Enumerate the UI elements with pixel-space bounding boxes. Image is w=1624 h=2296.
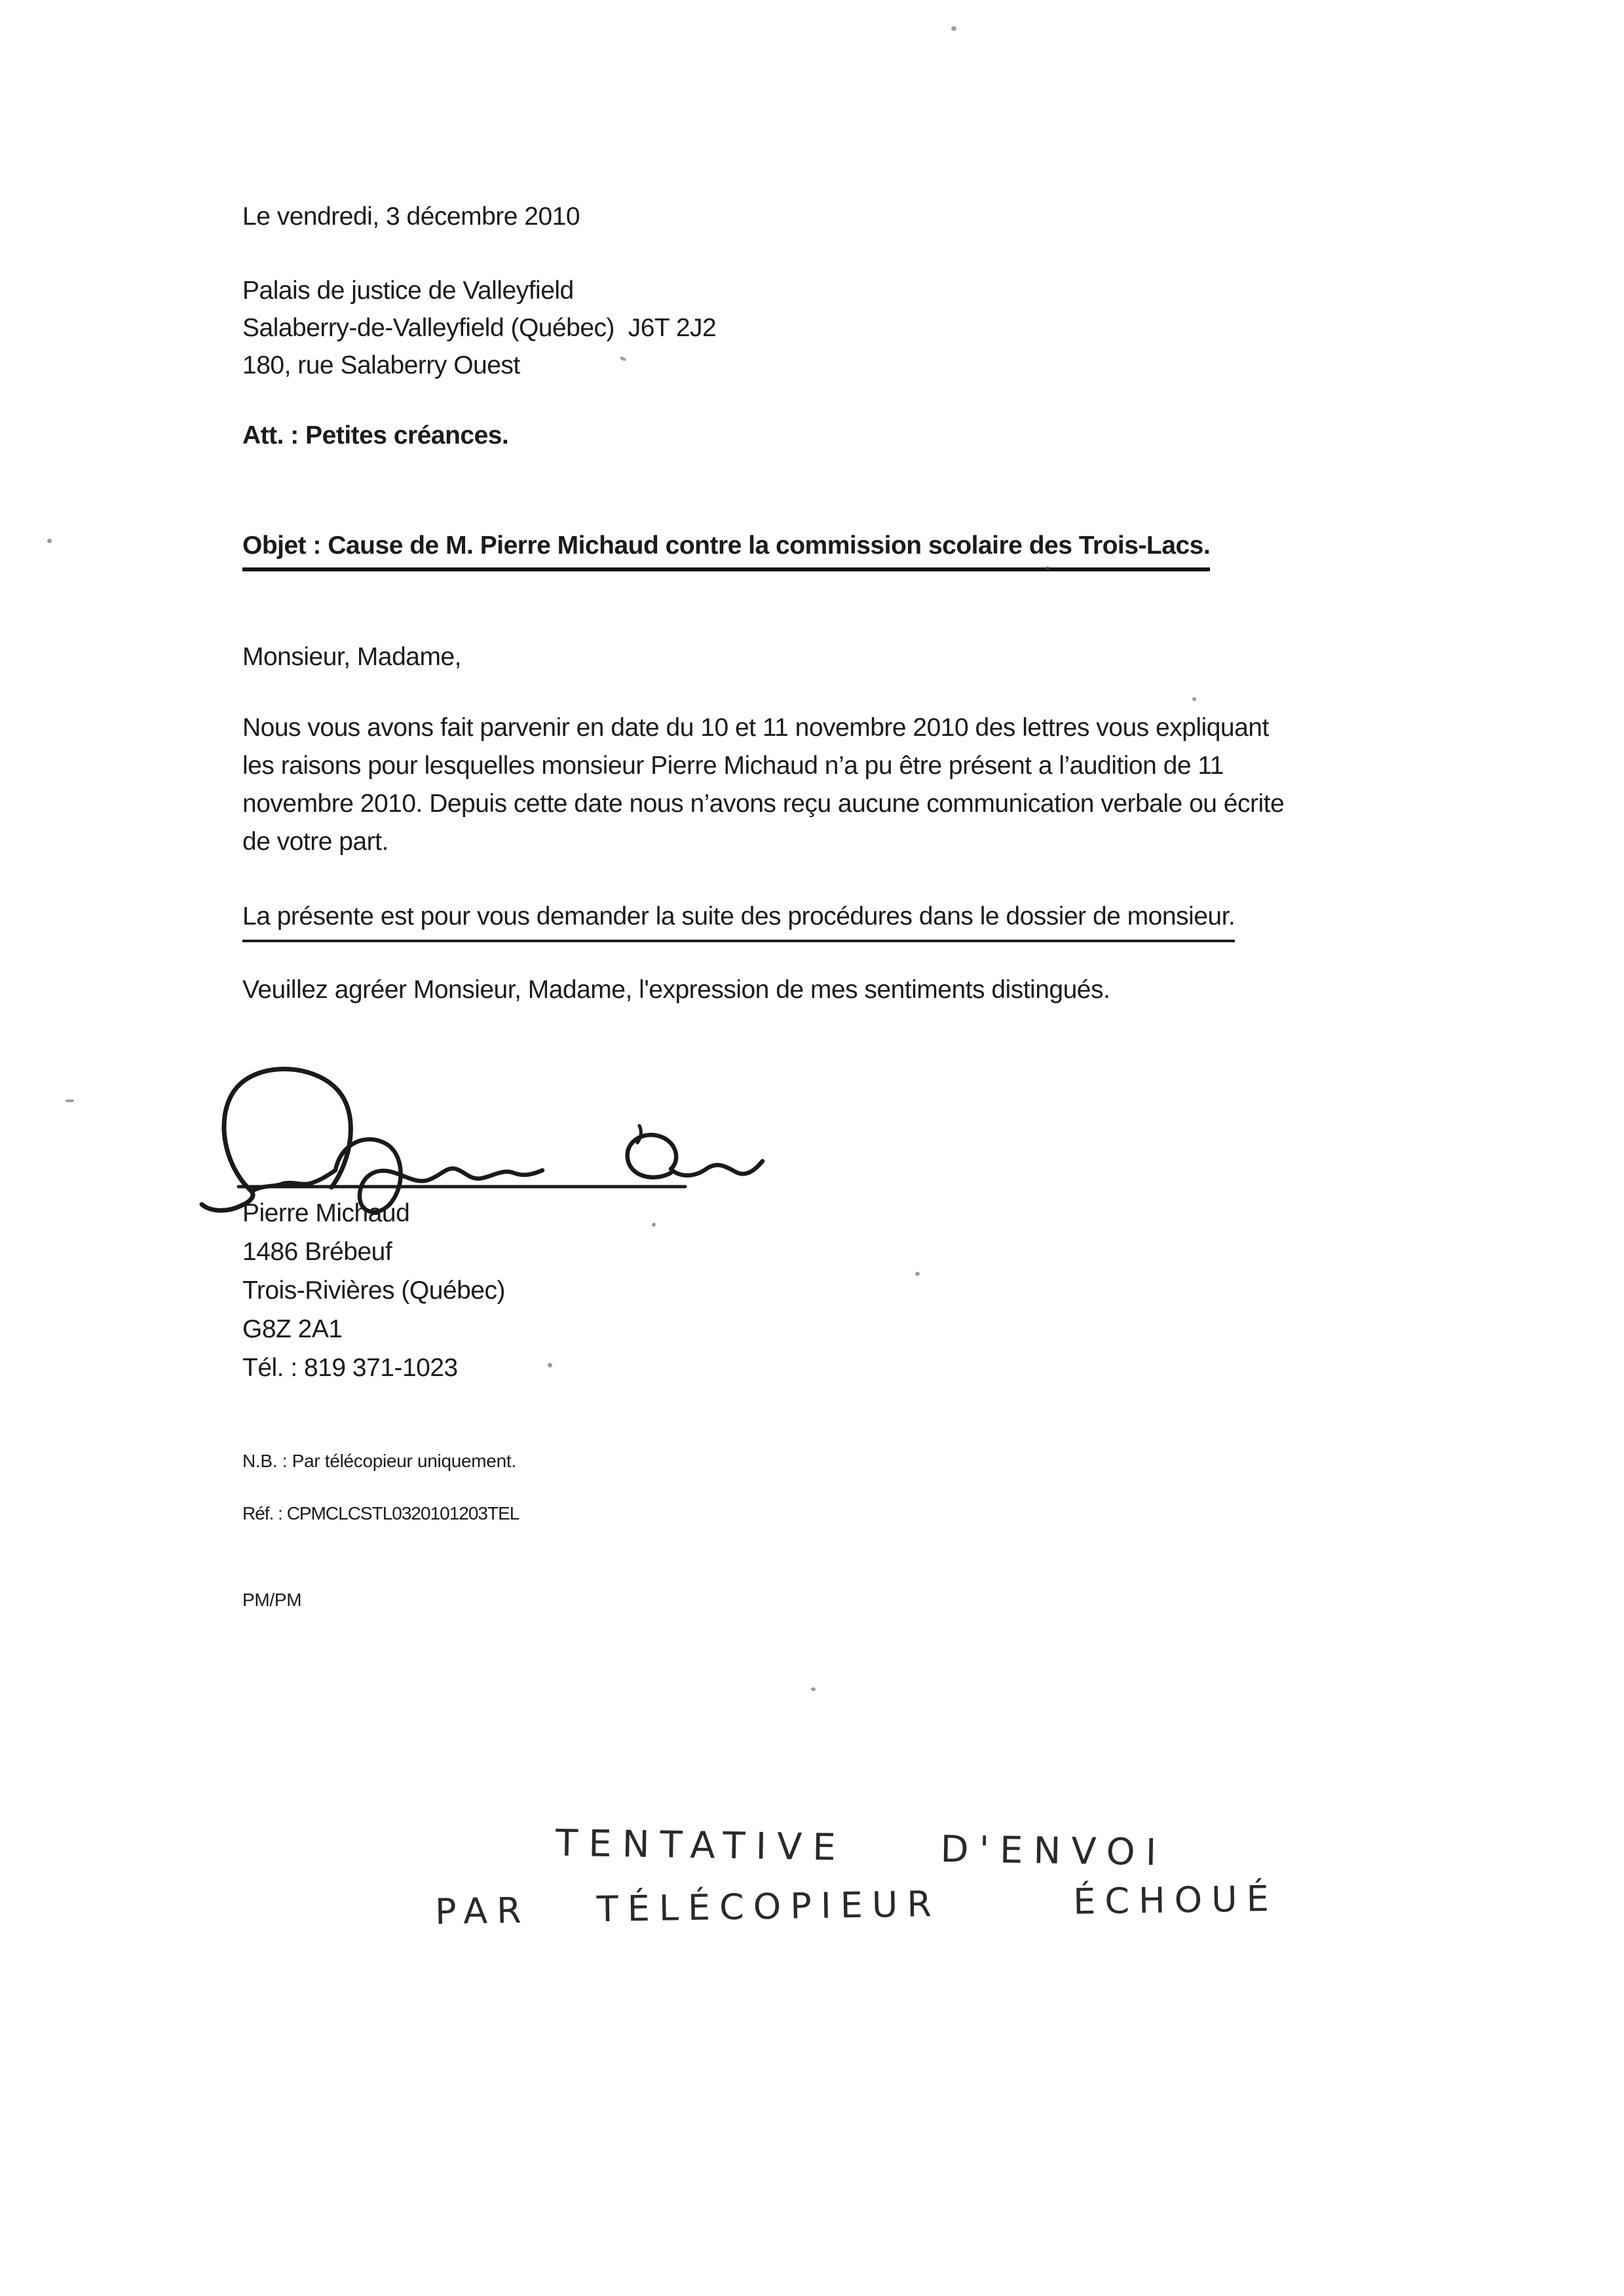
- sender-block: [242, 1194, 505, 1387]
- recipient-address-line: Salaberry-de-Valleyfield (Québec) J6T 2J2: [242, 314, 717, 342]
- scan-speck: [1192, 697, 1196, 701]
- letter-date: Le vendredi, 3 décembre 2010: [242, 202, 580, 231]
- subject-line: Objet : Cause de M. Pierre Michaud contre la commission scolaire des Trois-Lacs.: [242, 527, 1210, 571]
- salutation: Monsieur, Madame,: [242, 643, 461, 671]
- scan-speck: [811, 1687, 816, 1691]
- scan-speck: [548, 1363, 552, 1368]
- attention-line: Att. : Petites créances.: [242, 421, 509, 450]
- body-line: les raisons pour lesquelles monsieur Pierre Michaud n’a pu être présent a l’audition de 11: [242, 752, 1224, 780]
- request-line: La présente est pour vous demander la suite des procédures dans le dossier de monsieur.: [242, 898, 1235, 942]
- scan-speck: [1046, 566, 1049, 570]
- sender-phone: Tél. : 819 371-1023: [242, 1354, 458, 1382]
- scan-speck: [47, 539, 52, 543]
- sender-address-line: 1486 Brébeuf: [242, 1238, 392, 1266]
- nb-note: N.B. : Par télécopieur uniquement.: [242, 1451, 516, 1471]
- body-line: Nous vous avons fait parvenir en date du 10 et 11 novembre 2010 des lettres vous expliquant: [242, 714, 1269, 742]
- recipient-address: [242, 272, 716, 384]
- request-line-wrap: [242, 898, 1235, 942]
- sender-address-line: Trois-Rivières (Québec): [242, 1276, 505, 1305]
- subject-line-wrap: [242, 527, 1210, 571]
- scan-speck: [652, 1223, 656, 1227]
- sender-name: Pierre Michaud: [242, 1199, 410, 1227]
- ref-note: Réf. : CPMCLCSTL0320101203TEL: [242, 1503, 519, 1523]
- scan-speck: [951, 26, 956, 31]
- scan-speck: [915, 1272, 920, 1276]
- body-paragraph: [242, 709, 1284, 861]
- body-line: novembre 2010. Depuis cette date nous n’avons reçu aucune communication verbale ou écrite: [242, 790, 1285, 818]
- body-line: de votre part.: [242, 828, 388, 856]
- scan-speck: [66, 1100, 74, 1102]
- handwritten-note-line-2: PAR TÉLÉCOPIEUR ÉCHOUÉ: [434, 1877, 1279, 1933]
- closing-line: Veuillez agréer Monsieur, Madame, l'expression de mes sentiments distingués.: [242, 976, 1110, 1004]
- sender-address-line: G8Z 2A1: [242, 1315, 343, 1343]
- recipient-address-line: 180, rue Salaberry Ouest: [242, 351, 520, 379]
- handwritten-note-line-1: TENTATIVE D'ENVOI: [555, 1822, 1167, 1875]
- recipient-address-line: Palais de justice de Valleyfield: [242, 277, 574, 305]
- typist-initials: PM/PM: [242, 1590, 302, 1610]
